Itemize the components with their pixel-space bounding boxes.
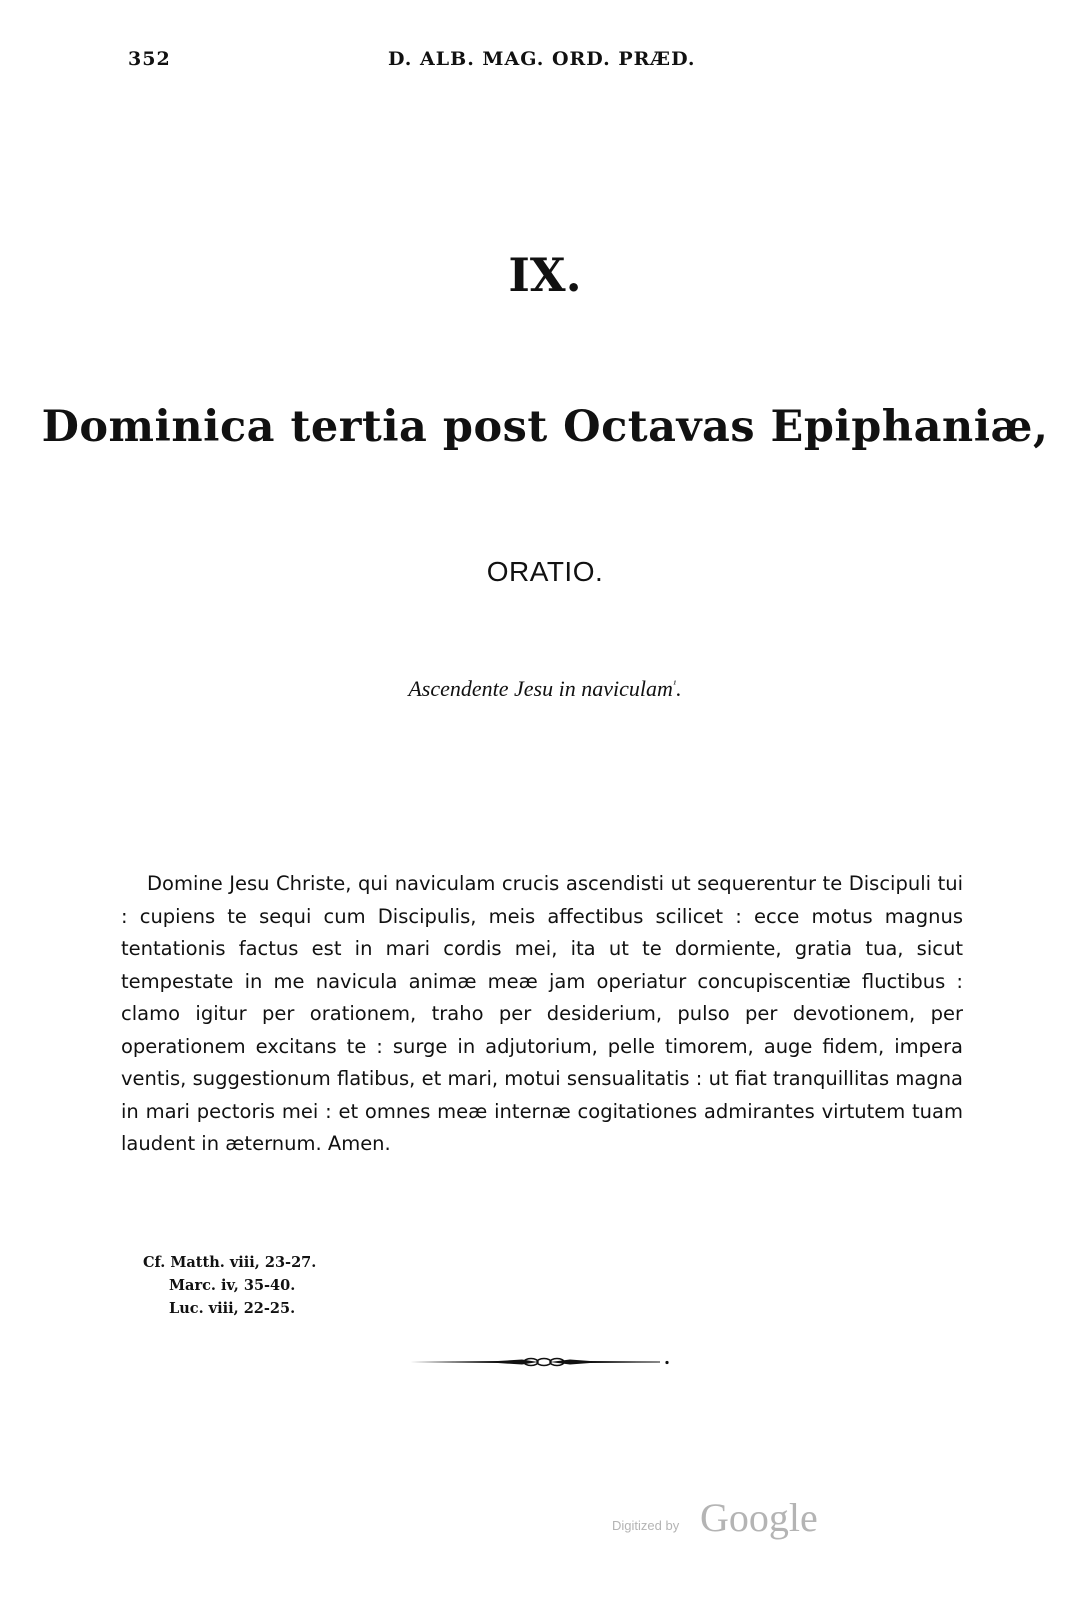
- end-ornament: [410, 1354, 672, 1370]
- footnotes: [143, 1251, 443, 1320]
- chapter-title: Dominica tertia post Octavas Epiphaniæ,: [41, 402, 1049, 452]
- footnote-marker: ¹: [672, 678, 677, 691]
- running-header: [128, 48, 728, 76]
- footnote-line: Luc. viii, 22-25.: [169, 1300, 296, 1317]
- scripture-incipit: [0, 676, 1090, 702]
- footnote-line: Cf. Matth. viii, 23-27.: [143, 1254, 317, 1271]
- prayer-text: Domine Jesu Christe, qui naviculam crucis ascendisti ut sequerentur te Discipuli tui : cupiens te sequi cum Discipulis, meis affectibus scilicet : ecce motus magnus tentationis factus est in mari cordis mei, ita ut te dormiente, gratia tua, sicut tempestate in me navicula animæ meæ jam operiatur concupiscentiæ fluctibus : clamo igitur per orationem, traho per desiderium, pulso per devotionem, per operationem excitans te : surge in adjutorium, pelle timorem, auge fidem, impera ventis, suggestionum flatibus, et mari, motui sensualitatis : ut fiat tranquillitas magna in mari pectoris mei : et omnes meæ internæ cogitationes admirantes virtutem tuam laudent in æternum. Amen.: [121, 872, 963, 1155]
- incipit-text: Ascendente Jesu in naviculam: [408, 676, 673, 701]
- chapter-number: IX.: [508, 248, 582, 302]
- watermark-caption: Digitized by: [612, 1518, 680, 1533]
- section-heading: ORATIO.: [486, 556, 604, 587]
- page-number: 352: [128, 48, 171, 70]
- running-title: D. ALB. MAG. ORD. PRÆD.: [388, 48, 696, 70]
- digitized-watermark: [612, 1494, 842, 1550]
- incipit-end: .: [676, 676, 682, 701]
- google-logo: Google: [700, 1495, 818, 1540]
- footnote-line: Marc. iv, 35-40.: [169, 1277, 296, 1294]
